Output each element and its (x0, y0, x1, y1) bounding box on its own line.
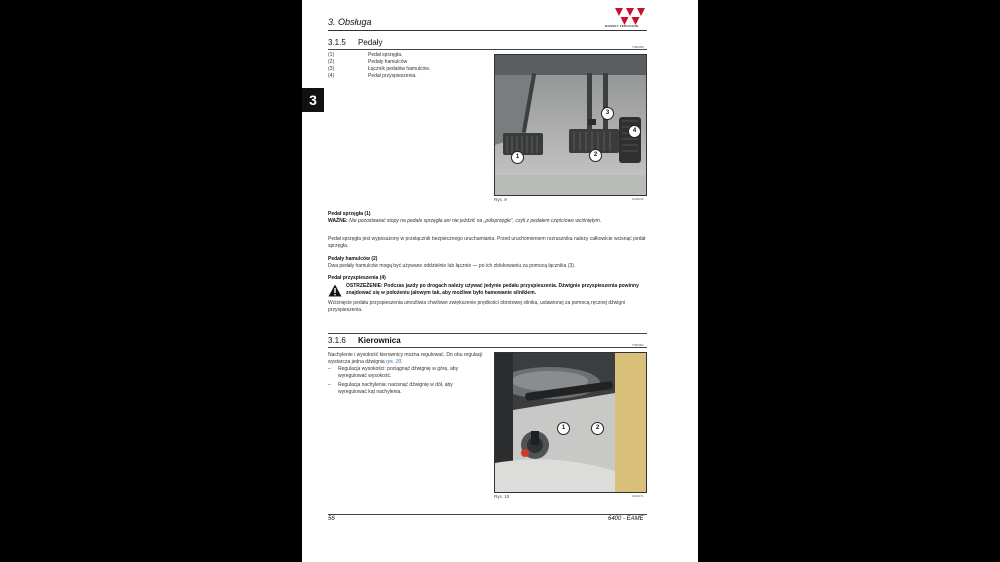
section-title: Kierownica (358, 336, 401, 345)
clutch-heading: Pedał sprzęgła (1) (328, 211, 371, 217)
brakes-heading: Pedały hamulców (2) (328, 256, 378, 262)
accel-heading: Pedał przyspieszenia (4) (328, 275, 386, 281)
figure-code: 1011071 (632, 494, 644, 498)
figure-caption: Rys. 10 (494, 494, 510, 499)
section-number: 3.1.5 (328, 38, 346, 47)
callout-1: 1 (557, 422, 570, 435)
list-item: – Regulacja wysokości: pociągnąć dźwignię w górę, aby wyregulować wysokość. (328, 366, 459, 379)
legend-list (328, 52, 498, 80)
section-rule (328, 49, 647, 50)
callout-2: 2 (589, 149, 602, 162)
figure-code: 1011019 (632, 197, 644, 201)
steering-photo (494, 352, 647, 493)
accel-paragraph: Wciśnięcie pedału przyspieszenia umożliwia chwilowe zwiększenie prędkości obrotowej silnika, ustawionej za pomocą ręcznej dźwigni przyspieszenia. (328, 300, 626, 313)
list-item: (3) Łącznik pedałów hamulców. (328, 66, 430, 72)
list-item: (2) Pedały hamulców (328, 59, 408, 65)
footer-rule (328, 514, 647, 515)
callout-2: 2 (591, 422, 604, 435)
section-code: T000451 (632, 343, 644, 347)
accel-warning: OSTRZEŻENIE: Podczas jazdy po drogach należy używać jedynie pedału przyspieszenia. Dźwignie przyspieszenia powinny znajdować się w położeniu jałowym tak, aby możliwe było hamowanie silnikiem. (346, 283, 639, 296)
brand-name: MASSEY FERGUSON (605, 24, 639, 28)
steering-intro: Nachylenie i wysokość kierownicy można regulować. Do obu regulacji wystarcza jedna dźwignia rys. 10. (328, 352, 483, 365)
callout-3: 3 (601, 107, 614, 120)
section-code: T000450 (632, 45, 644, 49)
model-label: 6400 - EAME (608, 516, 644, 522)
warning-icon (328, 284, 342, 297)
figure-caption: Rys. 9 (494, 197, 507, 202)
callout-1: 1 (511, 151, 524, 164)
figure-link[interactable]: rys. 10 (386, 359, 402, 365)
list-item: (4) Pedał przyspieszenia. (328, 73, 417, 79)
pedals-photo (494, 54, 647, 196)
document-page (302, 0, 698, 562)
section-rule (328, 347, 647, 348)
page-number: 56 (328, 516, 335, 522)
section-title: Pedały (358, 38, 383, 47)
chapter-title: 3. Obsługa (328, 17, 372, 27)
section-number: 3.1.6 (328, 336, 346, 345)
clutch-warning: WAŻNE: Nie pozostawiać stopy na pedale sprzęgła ani nie jeździć na „półsprzęgle”, czyli z pedałem częściowo wciśniętym. (328, 218, 602, 224)
list-item: (1) Pedał sprzęgła. (328, 52, 403, 58)
section-rule (328, 333, 647, 334)
clutch-paragraph: Pedał sprzęgła jest wyposażony w przełącznik bezpiecznego uruchamiania. Przed uruchomieniem rozrusznika należy całkowicie wcisnąć pedał sprzęgła. (328, 236, 646, 249)
steering-bullets (328, 366, 483, 396)
chapter-tab: 3 (302, 88, 324, 112)
brakes-paragraph: Dwa pedały hamulców mogą być używane oddzielnie lub łącznie — po ich zblokowaniu za pomocą łącznika (3). (328, 263, 576, 269)
list-item: – Regulacja nachylenia: nacisnąć dźwignię w dół, aby wyregulować kąt nachylenia. (328, 382, 453, 395)
header-rule (328, 30, 647, 31)
callout-4: 4 (628, 125, 641, 138)
